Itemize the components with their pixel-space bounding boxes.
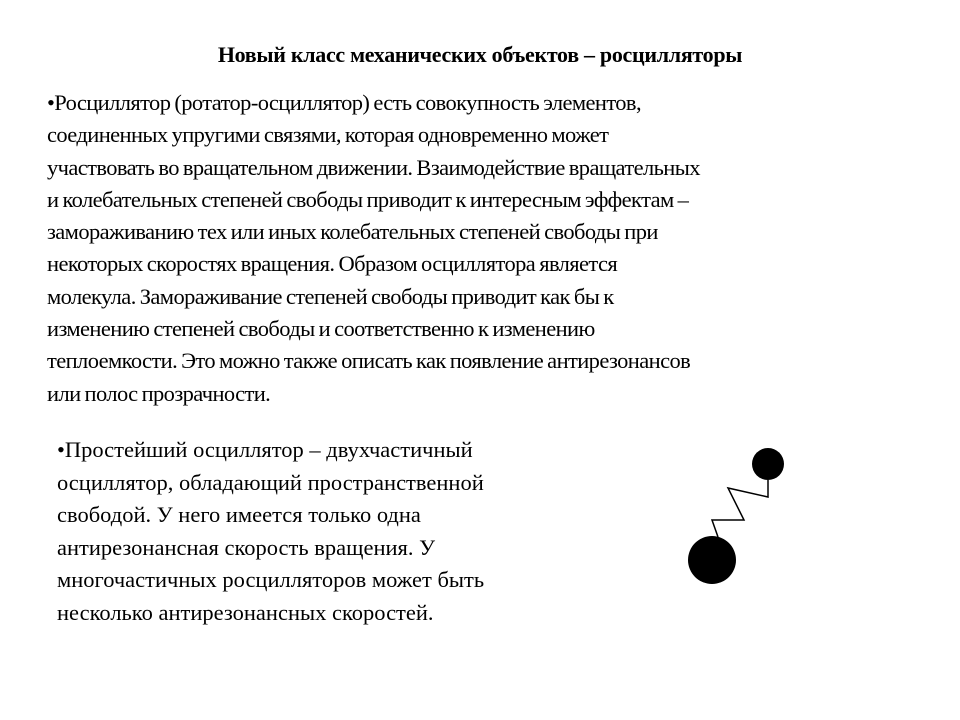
text-line: молекула. Замораживание степеней свободы приводит как бы к <box>47 283 614 309</box>
text-line: •Простейший осциллятор – двухчастичный <box>57 437 473 462</box>
small-mass-circle-icon <box>752 448 784 480</box>
text-line: антирезонансная скорость вращения. У <box>57 534 436 560</box>
text-line: несколько антирезонансных скоростей. <box>57 599 434 625</box>
text-line: замораживанию тех или иных колебательных степеней свободы при <box>47 219 658 245</box>
text-line: •Росциллятор (ротатор-осциллятор) есть совокупность элементов, <box>47 90 641 115</box>
text-line: теплоемкости. Это можно также описать как появление антирезонансов <box>47 348 691 374</box>
slide-title: Новый класс механических объектов – росцилляторы <box>217 42 743 67</box>
bullet-paragraph-definition <box>47 87 907 410</box>
spring-icon <box>712 480 768 537</box>
text-line: соединенных упругими связями, которая одновременно может <box>47 122 609 148</box>
text-line: некоторых скоростях вращения. Образом осциллятора является <box>47 251 618 277</box>
text-line: и колебательных степеней свободы приводит к интересным эффектам – <box>47 186 689 212</box>
text-line: изменению степеней свободы и соответственно к изменению <box>47 316 595 342</box>
text-line: многочастичных росцилляторов может быть <box>57 567 485 592</box>
text-line: или полос прозрачности. <box>47 380 271 406</box>
bullet-paragraph-simplest-oscillator <box>57 434 597 629</box>
text-line: осциллятор, обладающий пространственной <box>57 469 484 495</box>
text-line: участвовать во вращательном движении. Взаимодействие вращательных <box>47 154 700 180</box>
text-line: свободой. У него имеется только одна <box>57 502 421 527</box>
large-mass-circle-icon <box>688 536 736 584</box>
